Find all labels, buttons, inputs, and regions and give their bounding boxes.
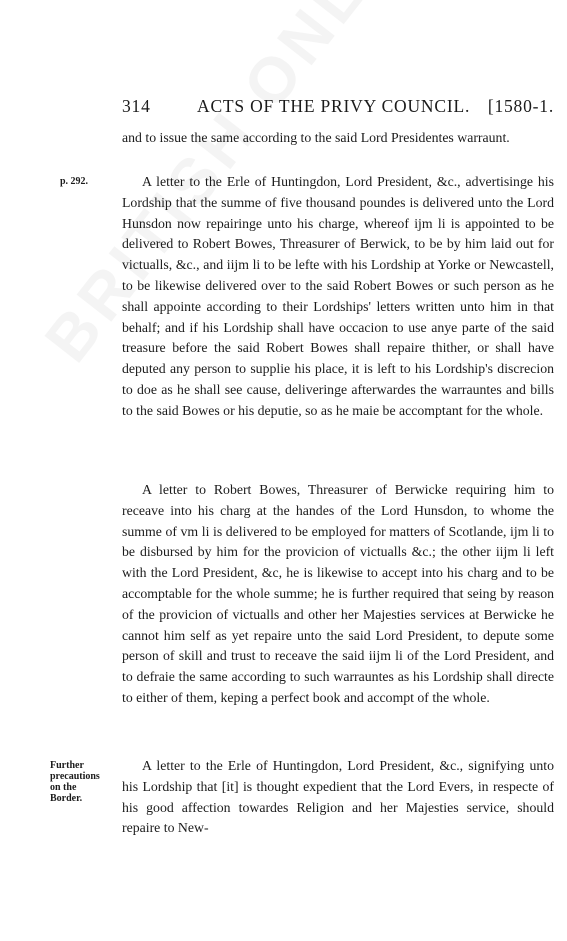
year-range: [1580-1. [487, 96, 554, 116]
margin-page-reference: p. 292. [60, 176, 89, 187]
page-number: 314 [122, 96, 151, 116]
running-header [122, 96, 554, 118]
paragraph-letter-huntingdon: A letter to the Erle of Huntingdon, Lord President, &c., advertisinge his Lordship that the summe of five thousand poundes is delivered unto the Lord Hunsdon now repairinge unto his charge, whereof ijm li is appointed to be delivered to Robert Bowes, Threasurer of Berwick, to be by him laid out for victualls, &c., and iijm li to be lefte with his Lordship at Yorke or Newcastell, to be likewise delivered over to the said Robert Bowes or such person as he shall appointe according to their Lordships' letters written unto him in that behalf; and if his Lordship shall have occacion to use anye parte of the said treasure before the said Robert Bowes shall repaire thither, or shall have deputed any person to supplie his place, it is left to his Lordship's discrecion to doe as he shall see cause, deliveringe afterwardes the warrauntes and bills to the said Bowes or his deputie, so as he maie be accomptant for the whole. [122, 174, 554, 418]
paragraph-continuation: and to issue the same according to the said Lord Presidentes warraunt. [122, 130, 510, 145]
margin-note-border: Further precautions on the Border. [50, 760, 100, 804]
page-title: ACTS OF THE PRIVY COUNCIL. [197, 96, 471, 116]
paragraph-letter-bowes: A letter to Robert Bowes, Threasurer of Berwicke requiring him to receave into his charg at the handes of the Lord Hunsdon, to whome the summe of vm li is delivered to be employed for matters of Scotlande, ijm li to be disbursed by him for the provicion of victualls &c.; the other iijm li left with the Lord President, &c, he is likewise to accept into his charg and to be accomptable for the whole summe; he is further required that seing by reason of the provicion of victualls and other her Majesties services at Berwicke he cannot him self as yet repaire unto the said Lord President, to depute some person of skill and trust to receave the said iijm li of the Lord President, and to defraie the same according to such warrauntes as his Lordship shall directe to either of them, keping a perfect book and accompt of the whole. [122, 482, 554, 705]
paragraph-letter-huntingdon-2: A letter to the Erle of Huntingdon, Lord President, &c., signifying unto his Lordship that [it] is thought expedient that the Lord Evers, in respecte of his good affection towardes Religion and her Majesties service, should repaire to New- [122, 758, 554, 836]
